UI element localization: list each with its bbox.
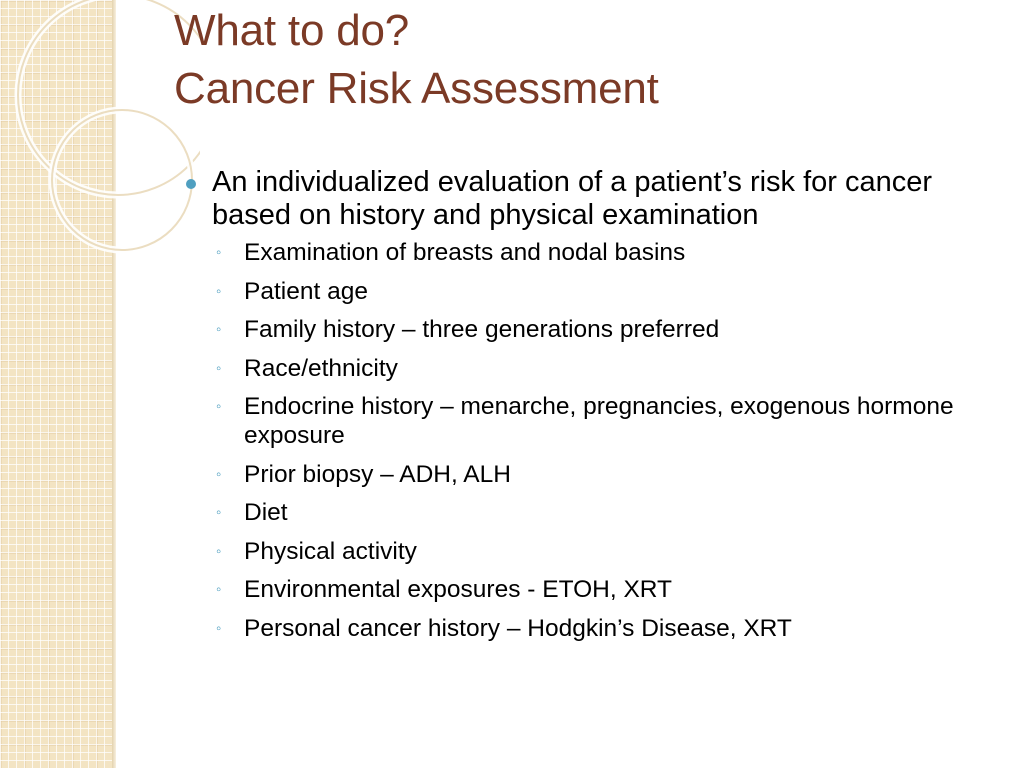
filled-circle-bullet-icon (186, 179, 196, 189)
sub-bullet-item (212, 354, 996, 383)
sub-bullet-text: Environmental exposures - ETOH, XRT (244, 576, 673, 603)
hollow-circle-bullet-icon: ◦ (216, 321, 222, 338)
sub-bullet-text: Prior biopsy – ADH, ALH (244, 460, 511, 488)
sub-bullet-item (212, 238, 996, 267)
sub-bullet-item (212, 575, 996, 604)
hollow-circle-bullet-icon: ◦ (216, 465, 222, 483)
hollow-circle-bullet-icon: ◦ (216, 619, 222, 637)
sub-bullet-text: Diet (244, 499, 288, 526)
sub-bullet-item (212, 392, 996, 450)
hollow-circle-bullet-icon: ◦ (216, 542, 222, 560)
hollow-circle-bullet-icon: ◦ (216, 504, 222, 521)
sub-bullet-text: Personal cancer history – Hodgkin’s Disease, XRT (244, 614, 792, 642)
sub-bullet-text: Patient age (244, 277, 368, 305)
hollow-circle-bullet-icon: ◦ (216, 398, 222, 415)
sub-bullet-item (212, 498, 996, 527)
main-bullet-text: An individualized evaluation of a patient’s risk for cancer based on history and physical examination (212, 166, 933, 231)
sub-bullet-text: Race/ethnicity (244, 354, 398, 382)
hollow-circle-bullet-icon: ◦ (216, 359, 222, 377)
sub-bullet-item (212, 614, 996, 643)
sub-bullet-item (212, 277, 996, 306)
decorative-rings-icon (0, 0, 200, 300)
slide-title (174, 2, 994, 118)
sub-bullet-text: Family history – three generations preferred (244, 316, 720, 343)
sub-bullet-text: Examination of breasts and nodal basins (244, 239, 686, 266)
sub-bullet-text: Physical activity (244, 537, 417, 565)
hollow-circle-bullet-icon: ◦ (216, 581, 222, 598)
main-bullet (186, 166, 996, 232)
sub-bullet-item (212, 460, 996, 489)
hollow-circle-bullet-icon: ◦ (216, 282, 222, 300)
sub-bullet-text: Endocrine history – menarche, pregnancies, exogenous hormone exposure (244, 393, 954, 449)
title-line-2: Cancer Risk Assessment (174, 64, 659, 113)
sub-bullet-list (186, 238, 996, 643)
sub-bullet-item (212, 315, 996, 344)
slide-body (186, 166, 996, 652)
sub-bullet-item (212, 537, 996, 566)
hollow-circle-bullet-icon: ◦ (216, 244, 222, 261)
title-line-1: What to do? (174, 6, 410, 55)
